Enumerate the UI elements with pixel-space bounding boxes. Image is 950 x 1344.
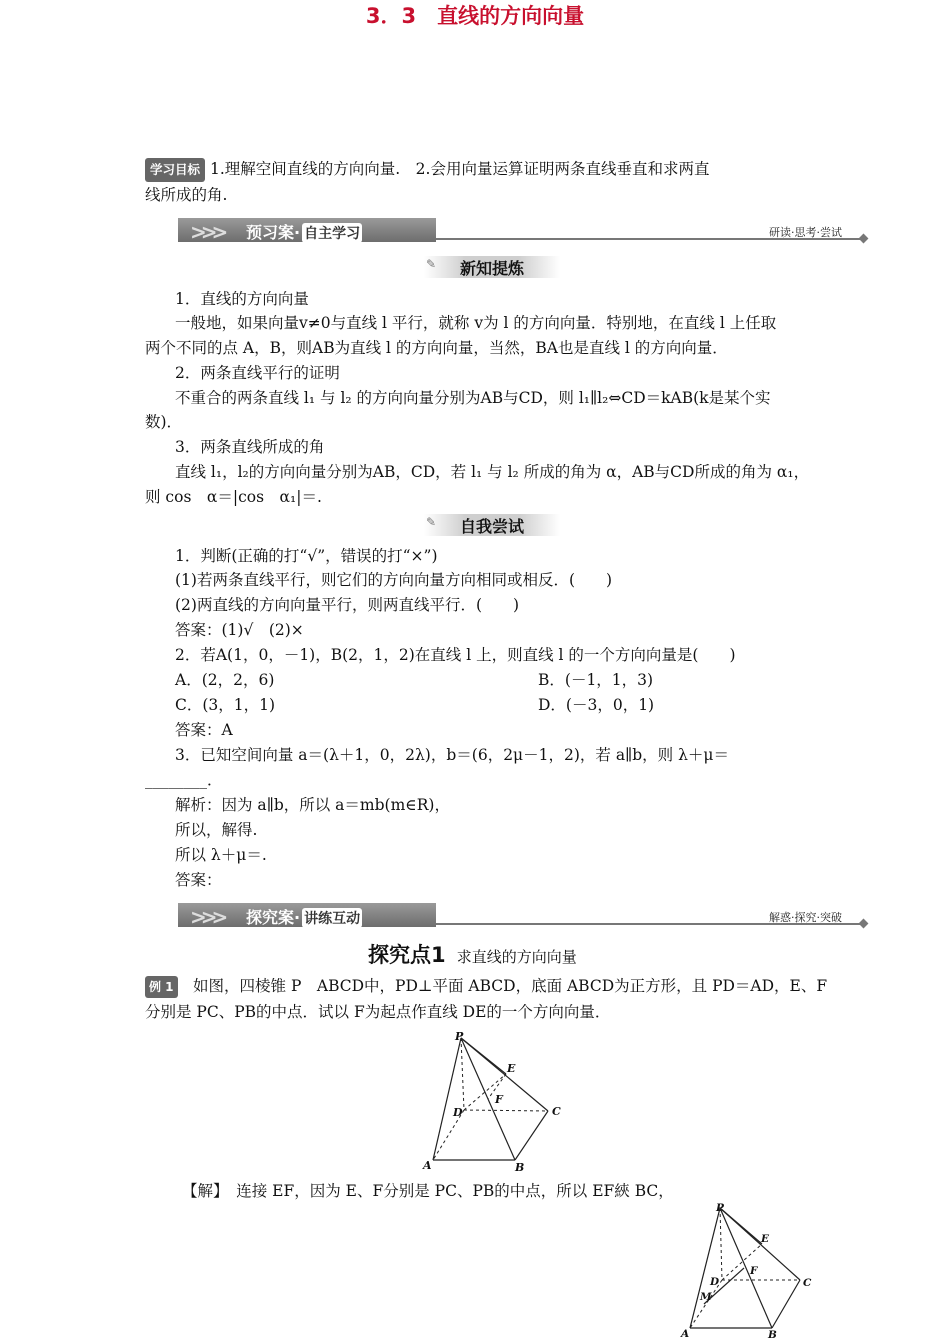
section-banner-explore: >>> 探究案· 讲练互动 — [178, 903, 436, 927]
q2: 2．若A(1，0，－1)，B(2，1，2)在直线 l 上，则直线 l 的一个方向向量是( ) — [175, 646, 736, 664]
q3-blank: ________． — [145, 771, 223, 789]
label-d: D — [453, 1106, 463, 1119]
answer-3: 答案： — [175, 871, 222, 889]
para-3b: 则 cos α＝|cos α₁|＝. — [145, 488, 322, 506]
solution-text: 【解】 连接 EF，因为 E、F分别是 PC、PB的中点，所以 EF綊 BC， — [182, 1182, 674, 1200]
label-e: E — [761, 1233, 770, 1245]
example-line1: 例 1 如图，四棱锥 P ABCD中，PD⊥平面 ABCD，底面 ABCD为正方形，且 PD＝AD，E、F — [145, 975, 827, 998]
diamond-icon — [859, 234, 869, 244]
option-a: A．(2，2，6) — [175, 671, 275, 689]
para-2b: 数)． — [145, 413, 183, 431]
option-d: D．(－3，0，1) — [538, 696, 655, 714]
q1: 1．判断(正确的打“√”，错误的打“×”) — [175, 547, 438, 565]
subheading-new-knowledge: ✎ 新知提炼 — [424, 256, 560, 278]
label-a: A — [681, 1328, 690, 1340]
label-f: F — [495, 1093, 503, 1106]
option-c: C．(3，1，1) — [175, 696, 276, 714]
banner-right-tag: 研读·思考·尝试 — [769, 226, 842, 239]
label-b: B — [515, 1161, 525, 1174]
solution-2: 所以，解得. — [175, 821, 258, 839]
diamond-icon — [859, 919, 869, 929]
label-c: C — [803, 1277, 812, 1289]
option-b: B．(－1，1，3) — [538, 671, 654, 689]
label-f: F — [750, 1265, 758, 1277]
pyramid-figure-2 — [676, 1198, 826, 1344]
label-p: P — [716, 1202, 724, 1214]
answer-1: 答案：(1)√ (2)× — [175, 621, 304, 639]
example-line2: 分别是 PC、PB的中点．试以 F为起点作直线 DE的一个方向向量． — [145, 1003, 611, 1021]
q1b: (2)两直线的方向向量平行，则两直线平行．( ) — [175, 596, 520, 614]
label-a: A — [423, 1159, 432, 1172]
para-1a: 一般地，如果向量v≠0与直线 l 平行，就称 v为 l 的方向向量．特别地，在直线 l 上任取 — [175, 314, 777, 332]
goals-tag: 学习目标 — [145, 158, 205, 182]
solution-3: 所以 λ＋μ＝. — [175, 846, 267, 864]
example-tag: 例 1 — [145, 976, 178, 998]
para-3a: 直线 l₁，l₂的方向向量分别为AB，CD，若 l₁ 与 l₂ 所成的角为 α，AB与CD所成的角为 α₁， — [175, 463, 810, 481]
label-e: E — [507, 1062, 516, 1075]
heading-3: 3．两条直线所成的角 — [175, 438, 325, 456]
subheading-self-try: ✎ 自我尝试 — [424, 514, 560, 536]
q1a: (1)若两条直线平行，则它们的方向向量方向相同或相反．( ) — [175, 571, 613, 589]
pen-icon: ✎ — [426, 257, 437, 271]
page-title: 3．3 直线的方向向量 — [365, 4, 585, 28]
label-m: M — [700, 1291, 712, 1303]
goals-line1: 学习目标 1.理解空间直线的方向向量. 2.会用向量运算证明两条直线垂直和求两直 — [145, 158, 709, 182]
pyramid-figure — [415, 1028, 575, 1176]
heading-2: 2．两条直线平行的证明 — [175, 364, 340, 382]
solution-1: 解析：因为 a∥b，所以 a＝mb(m∈R)， — [175, 796, 450, 814]
heading-1: 1．直线的方向向量 — [175, 290, 309, 308]
goals-line2: 线所成的角. — [145, 186, 228, 204]
pen-icon: ✎ — [426, 515, 437, 529]
answer-2: 答案：A — [175, 721, 233, 739]
label-b: B — [768, 1329, 777, 1341]
para-2a: 不重合的两条直线 l₁ 与 l₂ 的方向向量分别为AB与CD，则 l₁∥l₂⇔CD＝kAB(k是某个实 — [175, 389, 771, 407]
label-c: C — [552, 1105, 561, 1118]
para-1b: 两个不同的点 A，B，则AB为直线 l 的方向向量，当然，BA也是直线 l 的方向向量． — [145, 339, 728, 357]
explore-heading: 探究点1 求直线的方向向量 — [368, 943, 577, 967]
label-p: P — [455, 1030, 464, 1043]
section-banner-preview: >>> 预习案· 自主学习 — [178, 218, 436, 242]
q3: 3．已知空间向量 a＝(λ＋1，0，2λ)，b＝(6，2μ－1，2)，若 a∥b，则 λ＋μ＝ — [175, 746, 729, 764]
banner-right-tag: 解惑·探究·突破 — [769, 911, 842, 924]
label-d: D — [710, 1276, 720, 1288]
